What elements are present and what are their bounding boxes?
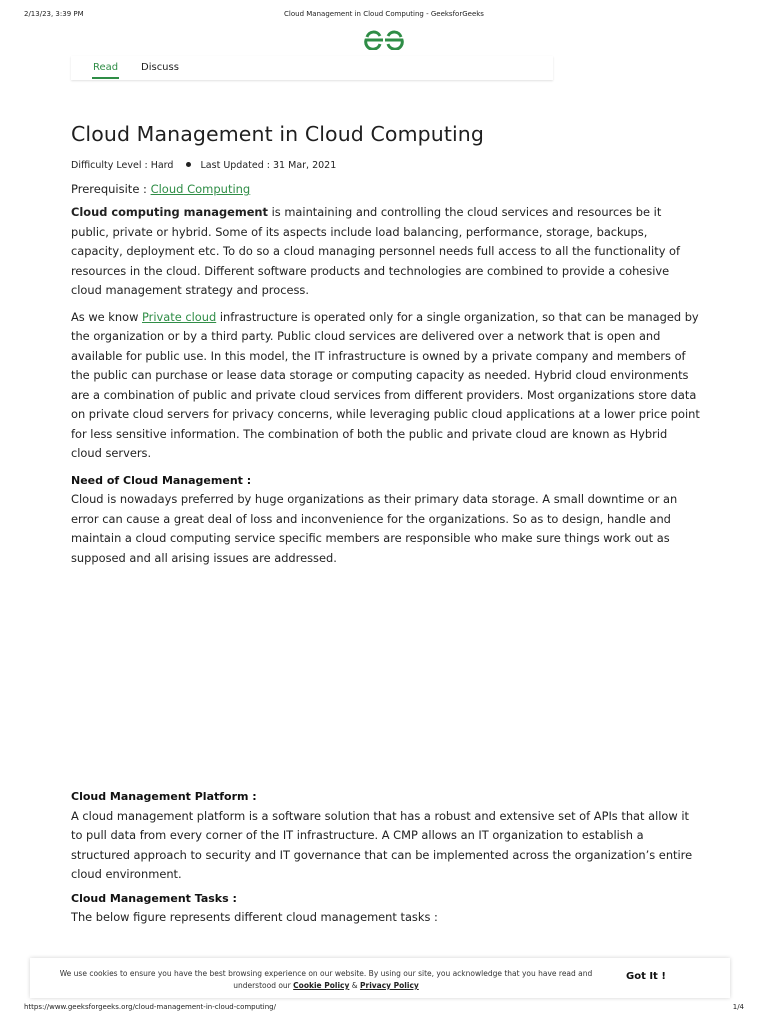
article-body	[71, 122, 701, 568]
got-it-button[interactable]: Got It !	[626, 971, 666, 982]
cookie-amp: &	[351, 981, 358, 990]
article-title: Cloud Management in Cloud Computing	[71, 122, 484, 146]
cmp-paragraph: A cloud management platform is a software solution that has a robust and extensive set of APIs that allow it to pull data from every corner of the IT infrastructure. A CMP allows an IT organization to establish a structured approach to security and IT governance that can be implemented across the organization’s entire cloud environment.	[71, 808, 693, 881]
cookie-policy-link[interactable]: Cookie Policy	[293, 981, 350, 990]
article-lower	[71, 787, 701, 928]
gfg-logo-icon[interactable]	[0, 30, 768, 54]
print-page-number: 1/4	[732, 1003, 744, 1011]
difficulty-label: Difficulty Level :	[71, 160, 148, 171]
difficulty-value: Hard	[150, 160, 174, 171]
print-header	[24, 10, 744, 22]
intro-bold: Cloud computing management	[71, 205, 268, 219]
prereq-link[interactable]: Cloud Computing	[150, 182, 251, 196]
tasks-heading: Cloud Management Tasks :	[71, 891, 237, 905]
bullet-icon	[186, 162, 191, 167]
privacy-policy-link[interactable]: Privacy Policy	[360, 981, 419, 990]
tab-discuss[interactable]: Discuss	[141, 62, 179, 73]
p2-pre: As we know	[71, 309, 143, 324]
cmp-heading: Cloud Management Platform :	[71, 790, 257, 803]
print-url: https://www.geeksforgeeks.org/cloud-management-in-cloud-computing/	[24, 1003, 276, 1011]
cookie-text: We use cookies to ensure you have the best browsing experience on our website. By using our site, you acknowledge that you have read and understood our	[59, 969, 593, 990]
cookie-text-block	[46, 968, 606, 992]
intro-text: is maintaining and controlling the cloud services and resources be it public, private or hybrid. Some of its aspects include load balancing, performance, storage, backups, capacity, deployment etc. To do so a cloud managing personnel needs full access to all the functionality of resources in the cloud. Different software products and technologies are combined to provide a cohesive cloud management strategy and process.	[71, 205, 681, 297]
print-footer	[24, 1003, 744, 1015]
need-heading: Need of Cloud Management :	[71, 473, 252, 487]
updated-value: 31 Mar, 2021	[273, 160, 337, 171]
cookie-banner	[30, 958, 730, 998]
private-cloud-link[interactable]: Private cloud	[142, 309, 217, 324]
updated-label: Last Updated :	[200, 160, 270, 171]
prereq-label: Prerequisite :	[71, 182, 147, 196]
article-tabs	[71, 56, 553, 80]
need-paragraph: Cloud is nowadays preferred by huge organizations as their primary data storage. A small downtime or an error can cause a great deal of loss and inconvenience for the organizations. So as to design, handle and maintain a cloud computing service specific members are responsible who make sure things work out as supposed and all arising issues are addressed.	[71, 492, 678, 565]
tab-read[interactable]: Read	[93, 62, 119, 73]
p2-text: infrastructure is operated only for a single organization, so that can be managed by the organization or by a third party. Public cloud services are delivered over a network that is open and available for public use. In this model, the IT infrastructure is owned by a private company and members of the public can purchase or lease data storage or computing capacity as needed. Hybrid cloud environments are a combination of public and private cloud services from different providers. Most organizations store data on private cloud servers for privacy concerns, while leveraging public cloud applications at a lower price point for less sensitive information. The combination of both the public and private cloud are known as Hybrid cloud servers.	[71, 309, 700, 460]
print-datetime: 2/13/23, 3:39 PM	[24, 10, 84, 18]
private-cloud-paragraph	[71, 308, 701, 464]
prerequisite	[71, 182, 701, 196]
print-page-title: Cloud Management in Cloud Computing - GeeksforGeeks	[284, 10, 484, 18]
tasks-paragraph: The below figure represents different cloud management tasks :	[71, 910, 438, 924]
article-meta	[71, 160, 701, 171]
intro-paragraph	[71, 203, 701, 301]
